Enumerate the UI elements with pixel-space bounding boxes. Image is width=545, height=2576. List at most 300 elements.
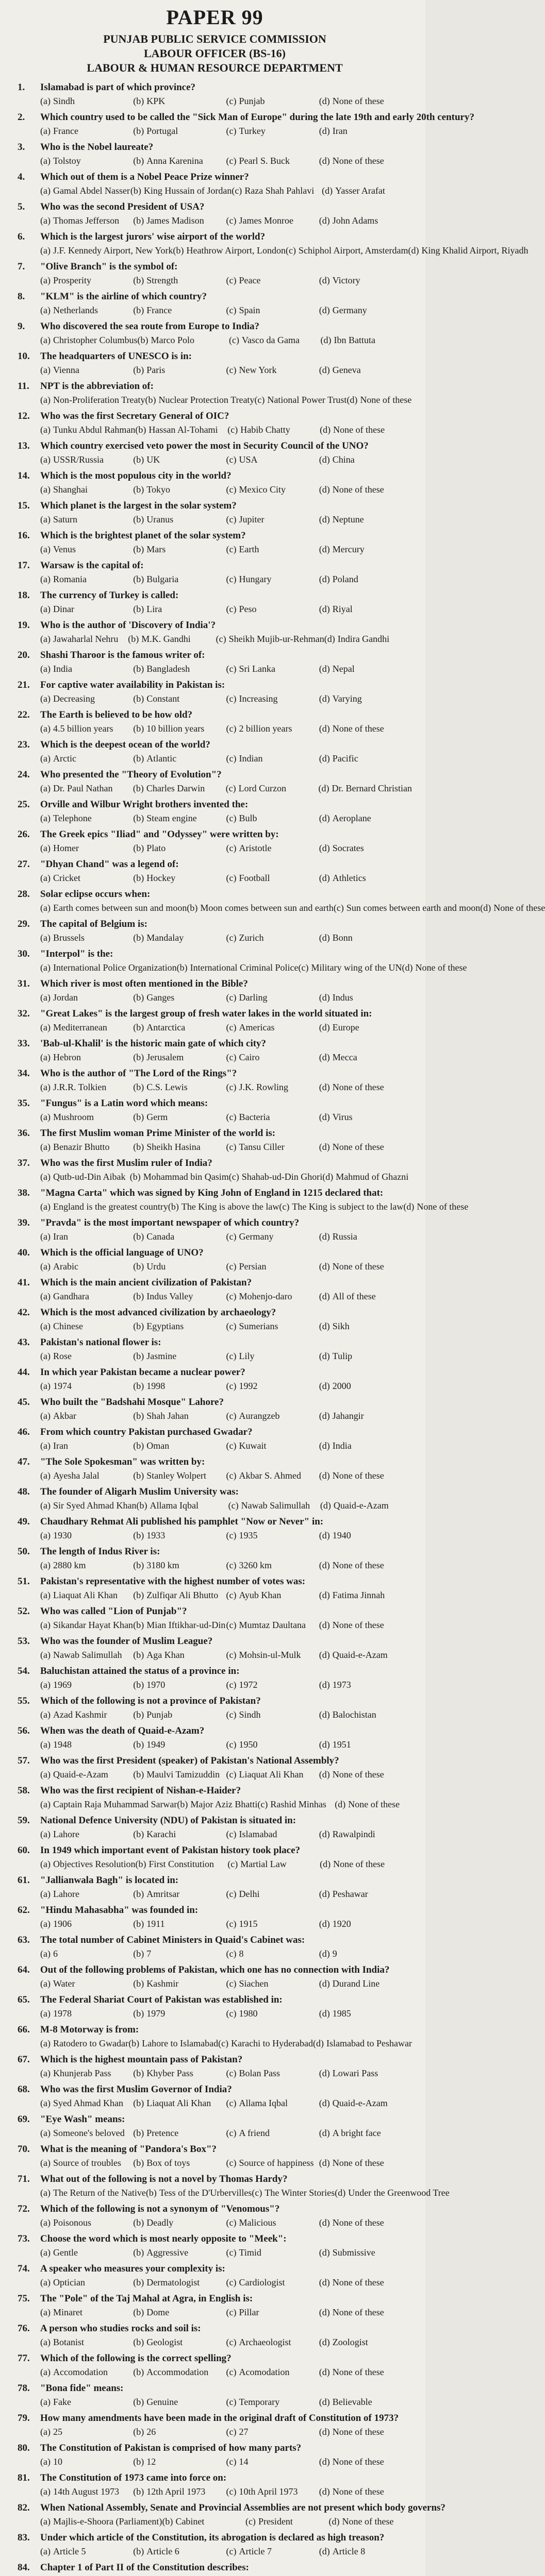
question-text: Solar eclipse occurs when: [40, 889, 151, 900]
question-text: "Eye Wash" means: [40, 2114, 125, 2125]
answer-option [133, 1649, 226, 1663]
answer-option [40, 1231, 133, 1244]
answer-option [229, 334, 321, 348]
option-text: 1969 [53, 1680, 72, 1690]
option-text: Chinese [53, 1321, 83, 1331]
option-text: Charles Darwin [146, 783, 205, 793]
question-number: 42. [18, 1307, 30, 1318]
option-letter: (a) [40, 2546, 51, 2556]
answer-option [133, 484, 226, 497]
answer-option [226, 1350, 319, 1364]
option-letter: (c) [226, 1709, 237, 1720]
option-text: Mahmud of Ghazni [336, 1172, 409, 1182]
answer-option [133, 1828, 226, 1842]
option-text: Qutb-ud-Din Aibak [53, 1172, 126, 1182]
option-letter: (d) [319, 2456, 330, 2467]
option-row [40, 2217, 412, 2230]
question-number: 18. [18, 590, 30, 601]
option-letter: (d) [319, 305, 330, 315]
answer-option [133, 1141, 226, 1155]
question-text: Who is the author of "The Lord of the Rings"? [40, 1068, 237, 1079]
option-letter: (c) [226, 1411, 237, 1421]
option-letter: (a) [40, 2427, 51, 2437]
answer-option [40, 2396, 133, 2410]
answer-option [226, 1440, 319, 1453]
option-letter: (b) [133, 2008, 144, 2019]
question-text: Which of the following is the correct spelling? [40, 2353, 232, 2364]
question-item [18, 1545, 412, 1575]
answer-option [133, 1052, 226, 1065]
question-item [18, 410, 412, 439]
question-item [18, 2083, 412, 2113]
answer-option [133, 723, 226, 736]
option-letter: (c) [226, 843, 237, 853]
question-text: A person who studies rocks and soil is: [40, 2323, 201, 2334]
question-number: 17. [18, 560, 30, 571]
option-letter: (d) [319, 1739, 330, 1750]
question-number: 11. [18, 381, 29, 392]
question-item [18, 320, 412, 350]
question-text: Which is the brightest planet of the solar system? [40, 530, 246, 541]
answer-option [40, 1111, 133, 1125]
option-letter: (d) [319, 1530, 330, 1540]
answer-option [40, 1171, 130, 1184]
option-letter: (c) [218, 2038, 229, 2048]
answer-option [319, 1410, 412, 1423]
option-text: Tansu Ciller [239, 1142, 285, 1152]
answer-option [40, 633, 128, 647]
question-item [18, 1575, 412, 1605]
answer-option [40, 932, 133, 945]
option-letter: (b) [133, 574, 144, 584]
option-text: 12th April 1973 [146, 2486, 206, 2497]
question-text: Which is the most advanced civilization by archaeology? [40, 1307, 276, 1318]
option-letter: (c) [226, 1291, 237, 1301]
question-text: "The Sole Spokesman" was written by: [40, 1456, 205, 1467]
answer-option [40, 125, 133, 139]
option-text: None of these [348, 1799, 400, 1809]
answer-option [138, 334, 229, 348]
answer-option [162, 2516, 245, 2529]
question-text: "Olive Branch" is the symbol of: [40, 261, 178, 272]
option-letter: (a) [40, 395, 51, 405]
option-row [40, 1111, 412, 1125]
option-row [40, 1888, 412, 1902]
answer-option [133, 1350, 226, 1364]
answer-option [146, 2187, 252, 2200]
option-letter: (a) [40, 2516, 51, 2527]
option-letter: (d) [319, 1022, 330, 1032]
answer-option [319, 1350, 412, 1364]
answer-option [40, 1828, 133, 1842]
question-number: 64. [18, 1964, 30, 1975]
question-number: 15. [18, 500, 30, 511]
option-text: Varying [332, 693, 362, 704]
answer-option [40, 1141, 133, 1155]
option-letter: (c) [226, 1650, 237, 1660]
option-row [40, 1201, 469, 1214]
option-letter: (d) [319, 1142, 330, 1152]
option-letter: (b) [133, 1291, 144, 1301]
option-letter: (a) [40, 215, 51, 226]
option-text: Mushroom [53, 1112, 94, 1122]
option-letter: (c) [226, 1560, 237, 1570]
answer-option [319, 2277, 412, 2290]
option-text: Captain Raja Muhammad Sarwar [53, 1799, 177, 1809]
answer-option [133, 753, 226, 766]
answer-option [133, 1888, 226, 1902]
answer-option [177, 1799, 257, 1812]
option-letter: (a) [40, 1351, 51, 1361]
option-text: Ibn Battuta [334, 335, 375, 345]
question-number: 47. [18, 1456, 30, 1467]
answer-option [226, 95, 319, 109]
option-text: Jahangir [332, 1411, 364, 1421]
option-row [40, 1799, 412, 1812]
option-letter: (b) [133, 2397, 144, 2407]
question-number: 66. [18, 2024, 30, 2035]
question-number: 78. [18, 2383, 30, 2394]
option-letter: (d) [319, 2307, 330, 2317]
answer-option [319, 1380, 412, 1394]
option-letter: (c) [226, 992, 237, 1003]
option-letter: (d) [324, 634, 335, 644]
option-letter: (d) [319, 1560, 330, 1570]
option-letter: (a) [40, 1022, 51, 1032]
option-letter: (a) [40, 275, 51, 285]
option-letter: (a) [40, 305, 51, 315]
answer-option [40, 2157, 133, 2171]
question-text: Who is the Nobel laureate? [40, 142, 154, 152]
option-letter: (b) [133, 454, 144, 465]
option-letter: (d) [480, 903, 491, 913]
option-letter: (d) [319, 1889, 330, 1899]
option-text: Pretence [146, 2128, 179, 2138]
option-letter: (c) [226, 753, 237, 764]
question-item [18, 2531, 412, 2561]
option-letter: (d) [320, 425, 331, 435]
answer-option [226, 2307, 319, 2320]
option-text: Tolstoy [53, 156, 81, 166]
question-number: 2. [18, 112, 25, 123]
option-text: International Police Organization [53, 962, 177, 973]
question-item [18, 559, 412, 589]
answer-option [226, 812, 319, 826]
answer-option [40, 2277, 133, 2290]
question-item [18, 708, 412, 738]
answer-option [319, 1141, 412, 1155]
question-item [18, 918, 412, 947]
option-text: India [332, 1440, 352, 1451]
option-text: 1974 [53, 1381, 72, 1391]
option-text: 1979 [146, 2008, 166, 2019]
option-text: Nawab Salimullah [241, 1500, 310, 1511]
option-text: Zoologist [332, 2337, 368, 2347]
option-letter: (b) [133, 2367, 144, 2377]
option-row [40, 185, 412, 198]
option-letter: (d) [346, 395, 358, 405]
option-text: 9 [332, 1948, 337, 1959]
option-text: None of these [332, 484, 384, 495]
option-letter: (c) [226, 1919, 237, 1929]
option-row [40, 1320, 412, 1334]
question-number: 58. [18, 1785, 30, 1796]
answer-option [133, 1320, 226, 1334]
answer-option [226, 1828, 319, 1842]
question-number: 36. [18, 1128, 30, 1139]
option-row [40, 2187, 450, 2200]
option-text: Karachi [146, 1829, 176, 1839]
answer-option [226, 1081, 319, 1095]
option-text: Uranus [146, 514, 174, 524]
answer-option [133, 2396, 226, 2410]
answer-option [226, 1320, 319, 1334]
answer-option [40, 1052, 133, 1065]
question-number: 23. [18, 739, 30, 750]
option-letter: (a) [40, 1799, 51, 1809]
answer-option [133, 1380, 226, 1394]
question-number: 34. [18, 1068, 30, 1079]
option-letter: (a) [40, 1082, 51, 1092]
option-text: Source of troubles [53, 2158, 121, 2168]
answer-option [133, 1679, 226, 1692]
option-text: Tokyo [146, 484, 170, 495]
option-letter: (b) [133, 1829, 144, 1839]
option-letter: (a) [40, 2337, 51, 2347]
option-letter: (a) [40, 1709, 51, 1720]
answer-option [319, 693, 412, 706]
question-text: The Constitution of 1973 came into force on: [40, 2472, 227, 2483]
option-letter: (d) [319, 753, 330, 764]
question-item [18, 947, 467, 977]
answer-option [40, 394, 145, 408]
option-letter: (b) [173, 245, 184, 256]
option-letter: (c) [216, 634, 226, 644]
option-letter: (a) [40, 1052, 51, 1062]
option-text: 14 [239, 2456, 249, 2467]
option-text: Anna Karenina [146, 156, 203, 166]
answer-option [133, 1709, 226, 1722]
option-row [40, 1022, 412, 1035]
question-item [18, 1366, 412, 1396]
question-number: 45. [18, 1397, 30, 1408]
answer-option [320, 1500, 412, 1513]
answer-option [319, 215, 412, 228]
answer-option [40, 1739, 133, 1752]
option-letter: (a) [40, 574, 51, 584]
answer-option [133, 1560, 226, 1573]
option-letter: (b) [133, 1351, 144, 1361]
option-letter: (a) [40, 634, 51, 644]
answer-option [40, 1350, 133, 1364]
option-text: France [146, 305, 172, 315]
option-letter: (a) [40, 1470, 51, 1481]
option-text: 26 [146, 2427, 156, 2437]
option-text: Europe [332, 1022, 359, 1032]
answer-option [226, 2486, 319, 2499]
option-text: Quaid-e-Azam [333, 1500, 389, 1511]
option-text: Mohenjo-daro [239, 1291, 292, 1301]
answer-option [226, 1022, 319, 1035]
answer-option [319, 2366, 412, 2380]
question-item [18, 111, 474, 141]
answer-option [319, 1888, 412, 1902]
option-letter: (b) [133, 2427, 144, 2437]
question-text: Who was the founder of Muslim League? [40, 1636, 213, 1647]
option-letter: (a) [40, 2456, 51, 2467]
answer-option [252, 2187, 335, 2200]
option-text: Nuclear Protection Treaty [158, 395, 255, 405]
option-text: Gentle [53, 2247, 78, 2258]
paper-header [18, 5, 412, 75]
option-text: International Criminal Police [190, 962, 299, 973]
question-number: 49. [18, 1516, 30, 1527]
answer-option [40, 663, 133, 676]
option-letter: (a) [40, 1650, 51, 1660]
option-text: Khyber Pass [146, 2068, 193, 2078]
answer-option [40, 842, 133, 856]
option-text: Vasco da Gama [241, 335, 300, 345]
question-item [18, 499, 412, 529]
option-text: Accomodation [53, 2367, 108, 2377]
option-row [40, 812, 412, 826]
option-letter: (b) [133, 544, 144, 554]
answer-option [40, 1769, 133, 1782]
question-item [18, 2173, 450, 2202]
answer-option [135, 424, 227, 437]
answer-option [226, 1111, 319, 1125]
answer-option [128, 2038, 218, 2051]
question-item [18, 1097, 412, 1127]
option-letter: (c) [226, 2128, 237, 2138]
option-letter: (d) [319, 604, 330, 614]
option-letter: (c) [226, 454, 237, 465]
question-item [18, 290, 412, 320]
answer-option [319, 2456, 412, 2469]
answer-option [313, 2038, 412, 2051]
option-text: Nepal [332, 664, 355, 674]
question-number: 62. [18, 1905, 30, 1916]
option-text: Poisonous [53, 2217, 92, 2228]
option-letter: (b) [133, 1381, 144, 1391]
answer-option [226, 1231, 319, 1244]
option-text: Bulb [239, 813, 257, 823]
answer-option [226, 1589, 319, 1603]
option-text: None of these [332, 1769, 384, 1780]
question-item [18, 1874, 412, 1904]
question-number: 79. [18, 2413, 30, 2424]
question-item [18, 888, 545, 918]
question-item [18, 1934, 412, 1963]
option-text: Netherlands [53, 305, 98, 315]
option-text: None of these [332, 1082, 384, 1092]
option-text: Bonn [332, 933, 353, 943]
answer-option [133, 1081, 226, 1095]
option-letter: (b) [137, 335, 148, 345]
answer-option [402, 962, 467, 975]
answer-option [319, 1470, 412, 1483]
answer-option [133, 812, 226, 826]
answer-option [40, 573, 133, 587]
answer-option [135, 1858, 227, 1872]
option-letter: (b) [133, 1680, 144, 1690]
question-text: Which is the most populous city in the world? [40, 470, 232, 481]
question-number: 73. [18, 2233, 30, 2244]
question-number: 22. [18, 709, 30, 720]
option-text: 1933 [146, 1530, 166, 1540]
question-number: 27. [18, 859, 30, 870]
option-letter: (a) [40, 2008, 51, 2019]
answer-option [133, 2157, 226, 2171]
question-number: 46. [18, 1427, 30, 1437]
option-text: J.K. Rowling [239, 1082, 288, 1092]
question-item [18, 200, 412, 230]
option-text: 14th August 1973 [53, 2486, 119, 2497]
option-letter: (b) [133, 305, 144, 315]
option-text: None of these [332, 723, 384, 734]
answer-option [319, 155, 412, 168]
option-letter: (c) [226, 126, 237, 136]
option-letter: (d) [319, 1411, 330, 1421]
question-text: The Federal Shariat Court of Pakistan was established in: [40, 1994, 283, 2005]
option-text: Objectives Resolution [53, 1859, 136, 1869]
answer-option [319, 1261, 412, 1274]
option-letter: (b) [145, 395, 156, 405]
option-text: None of these [332, 2158, 384, 2168]
option-text: Romania [53, 574, 87, 584]
question-text: Orville and Wilbur Wright brothers invented the: [40, 799, 249, 810]
answer-option [133, 364, 226, 378]
option-row [40, 2127, 412, 2141]
question-item [18, 171, 412, 200]
option-text: Lahore [53, 1829, 79, 1839]
option-row [40, 2486, 412, 2499]
answer-option [40, 2516, 162, 2529]
answer-option [226, 544, 319, 557]
question-text: Who was the first recipient of Nishan-e-Haider? [40, 1785, 241, 1796]
option-row [40, 2097, 412, 2111]
option-letter: (b) [133, 1112, 144, 1122]
option-text: Bolan Pass [239, 2068, 280, 2078]
option-row [40, 2157, 412, 2171]
option-text: Aristotle [239, 843, 272, 853]
answer-option [226, 723, 319, 736]
option-row [40, 215, 412, 228]
option-row [40, 394, 412, 408]
option-letter: (d) [319, 156, 330, 166]
answer-option [226, 1052, 319, 1065]
option-text: 1911 [146, 1919, 165, 1929]
option-letter: (a) [40, 1948, 51, 1959]
option-text: France [53, 126, 78, 136]
option-text: The Winter Stories [265, 2188, 335, 2198]
option-letter: (c) [226, 2068, 237, 2078]
option-text: Article 6 [146, 2546, 179, 2556]
option-row [40, 304, 412, 318]
answer-option [40, 2366, 133, 2380]
question-text: "Hindu Mahasabha" was founded in: [40, 1905, 199, 1916]
question-item [18, 2561, 412, 2576]
answer-option [40, 1858, 135, 1872]
option-letter: (d) [313, 2038, 324, 2048]
option-text: 1992 [239, 1381, 258, 1391]
option-letter: (d) [319, 1052, 330, 1062]
option-text: Under the Greenwood Tree [348, 2188, 450, 2198]
option-letter: (b) [133, 2486, 144, 2497]
option-letter: (d) [319, 1231, 330, 1242]
option-letter: (b) [133, 2307, 144, 2317]
answer-option [226, 514, 319, 527]
